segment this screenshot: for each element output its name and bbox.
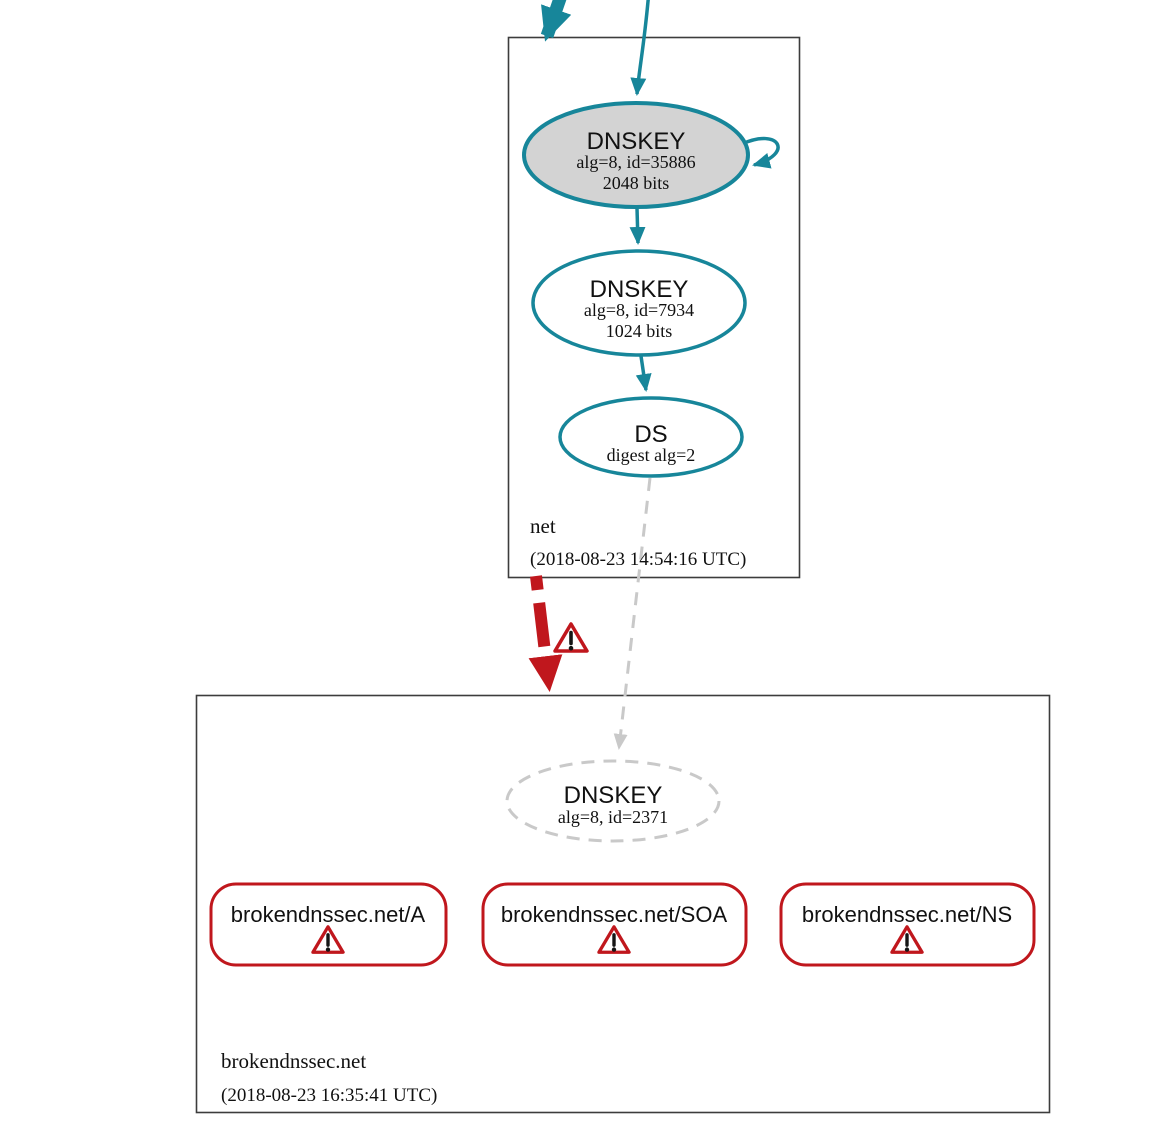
node-net-zsk-bits: 1024 bits	[605, 321, 673, 341]
node-net-ds-title: DS	[634, 421, 668, 448]
rrset-node-soa[interactable]	[483, 884, 746, 965]
node-net-zsk-detail: alg=8, id=7934	[583, 300, 695, 320]
node-net-zsk-title: DNSKEY	[589, 276, 689, 303]
warning-icon[interactable]	[555, 624, 587, 651]
node-net-dnskey-ksk[interactable]	[524, 103, 748, 207]
rrset-node-a[interactable]	[211, 884, 446, 965]
node-net-ksk-detail: alg=8, id=35886	[576, 152, 696, 172]
node-broken-dnskey-detail: alg=8, id=2371	[557, 807, 669, 827]
zone-timestamp-brokendnssec-net: (2018-08-23 16:35:41 UTC)	[221, 1085, 438, 1106]
edge-parent-ds-to-net-dnskey	[547, 0, 574, 36]
zone-label-net: net	[530, 514, 556, 538]
rrset-label-ns: brokendnssec.net/NS	[801, 902, 1013, 927]
node-net-ksk-bits: 2048 bits	[602, 173, 670, 193]
node-net-dnskey-zsk[interactable]	[533, 251, 745, 355]
node-broken-dnskey-missing[interactable]	[507, 761, 719, 841]
node-net-ksk-title: DNSKEY	[586, 128, 686, 155]
zone-label-brokendnssec-net: brokendnssec.net	[221, 1049, 367, 1073]
rrset-node-ns[interactable]	[781, 884, 1034, 965]
edge-net-ksk-to-zsk	[637, 208, 638, 243]
zone-timestamp-net: (2018-08-23 14:54:16 UTC)	[530, 549, 747, 570]
rrset-label-a: brokendnssec.net/A	[230, 902, 426, 927]
node-net-ds-detail: digest alg=2	[606, 445, 696, 465]
node-broken-dnskey-title: DNSKEY	[563, 782, 663, 809]
node-net-ds[interactable]	[560, 398, 742, 476]
edge-net-to-broken-zone-error	[536, 576, 549, 686]
rrset-label-soa: brokendnssec.net/SOA	[500, 902, 728, 927]
